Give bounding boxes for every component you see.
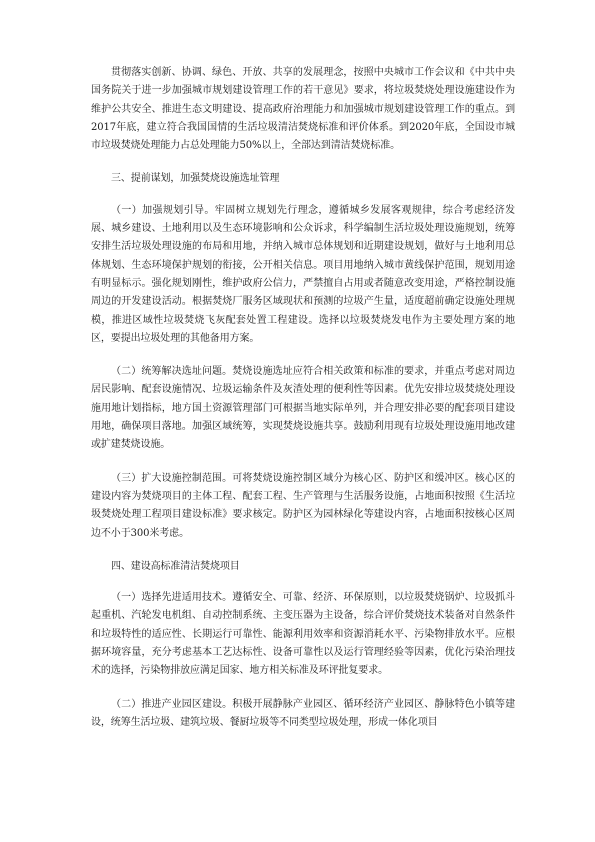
section-3-heading: 三、提前谋划，加强焚烧设施选址管理 xyxy=(111,173,280,185)
section-3-paragraph-2: （二）统筹解决选址问题。焚烧设施选址应符合相关政策和标准的要求，并重点考虑对周边居民影响、配套设施情况、垃圾运输条件及灰渣处理的便利性等因素。优先安排垃圾焚烧处理设施用地计划指标，地方国土资源管理部门可根据当地实际单列，并合理安排必要的配套项目建设用地，确保项目落地。加强区域统筹，实现焚烧设施共享。鼓励利用现有垃圾处理设施用地改建或扩建焚烧设施。 xyxy=(91,366,515,451)
section-4-paragraph-1: （一）选择先进适用技术。遵循安全、可靠、经济、环保原则，以垃圾焚烧锅炉、垃圾抓斗起重机、汽轮发电机组、自动控制系统、主变压器为主设备，综合评价焚烧技术装备对自然条件和垃圾特性的适应性、长期运行可靠性、能源利用效率和资源消耗水平、污染物排放水平。应根据环境容量，充分考虑基本工艺达标性、设备可靠性以及运行管理经验等因素，优化污染治理技术的选择，污染物排放应满足国家、地方相关标准及环评批复要求。 xyxy=(91,592,515,677)
intro-paragraph: 贯彻落实创新、协调、绿色、开放、共享的发展理念，按照中央城市工作会议和《中共中央国务院关于进一步加强城市规划建设管理工作的若干意见》要求，将垃圾焚烧处理设施建设作为维护公共安全、推进生态文明建设、提高政府治理能力和加强城市规划建设管理工作的重点。到2017年底，建立符合我国国情的生活垃圾清洁焚烧标准和评价体系。到2020年底，全国设市城市垃圾焚烧处理能力占总处理能力50%以上，全部达到清洁焚烧标准。 xyxy=(91,67,515,152)
section-3-paragraph-3: （三）扩大设施控制范围。可将焚烧设施控制区域分为核心区、防护区和缓冲区。核心区的建设内容为焚烧项目的主体工程、配套工程、生产管理与生活服务设施，占地面积按照《生活垃圾焚烧处理工程项目建设标准》要求核定。防护区为园林绿化等建设内容，占地面积按核心区周边不小于300米考虑。 xyxy=(91,472,515,539)
document-body xyxy=(91,64,515,732)
section-4-paragraph-2: （二）推进产业园区建设。积极开展静脉产业园区、循环经济产业园区、静脉特色小镇等建设，统筹生活垃圾、建筑垃圾、餐厨垃圾等不同类型垃圾处理，形成一体化项目 xyxy=(91,698,515,728)
section-3-paragraph-1: （一）加强规划引导。牢固树立规划先行理念，遵循城乡发展客观规律，综合考虑经济发展、城乡建设、土地利用以及生态环境影响和公众诉求，科学编制生活垃圾处理设施规划，统筹安排生活垃圾处理设施的布局和用地，并纳入城市总体规划和近期建设规划，做好与土地利用总体规划、生态环境保护规划的衔接，公开相关信息。项目用地纳入城市黄线保护范围，规划用途有明显标示。强化规划刚性，维护政府公信力，严禁擅自占用或者随意改变用途，严格控制设施周边的开发建设活动。根据焚烧厂服务区域现状和预测的垃圾产生量，适度超前确定设施处理规模，推进区域性垃圾焚烧飞灰配套处置工程建设。选择以垃圾焚烧发电作为主要处理方案的地区，要提出垃圾处理的其他备用方案。 xyxy=(91,204,515,344)
section-4-heading: 四、建设高标准清洁焚烧项目 xyxy=(111,560,240,572)
